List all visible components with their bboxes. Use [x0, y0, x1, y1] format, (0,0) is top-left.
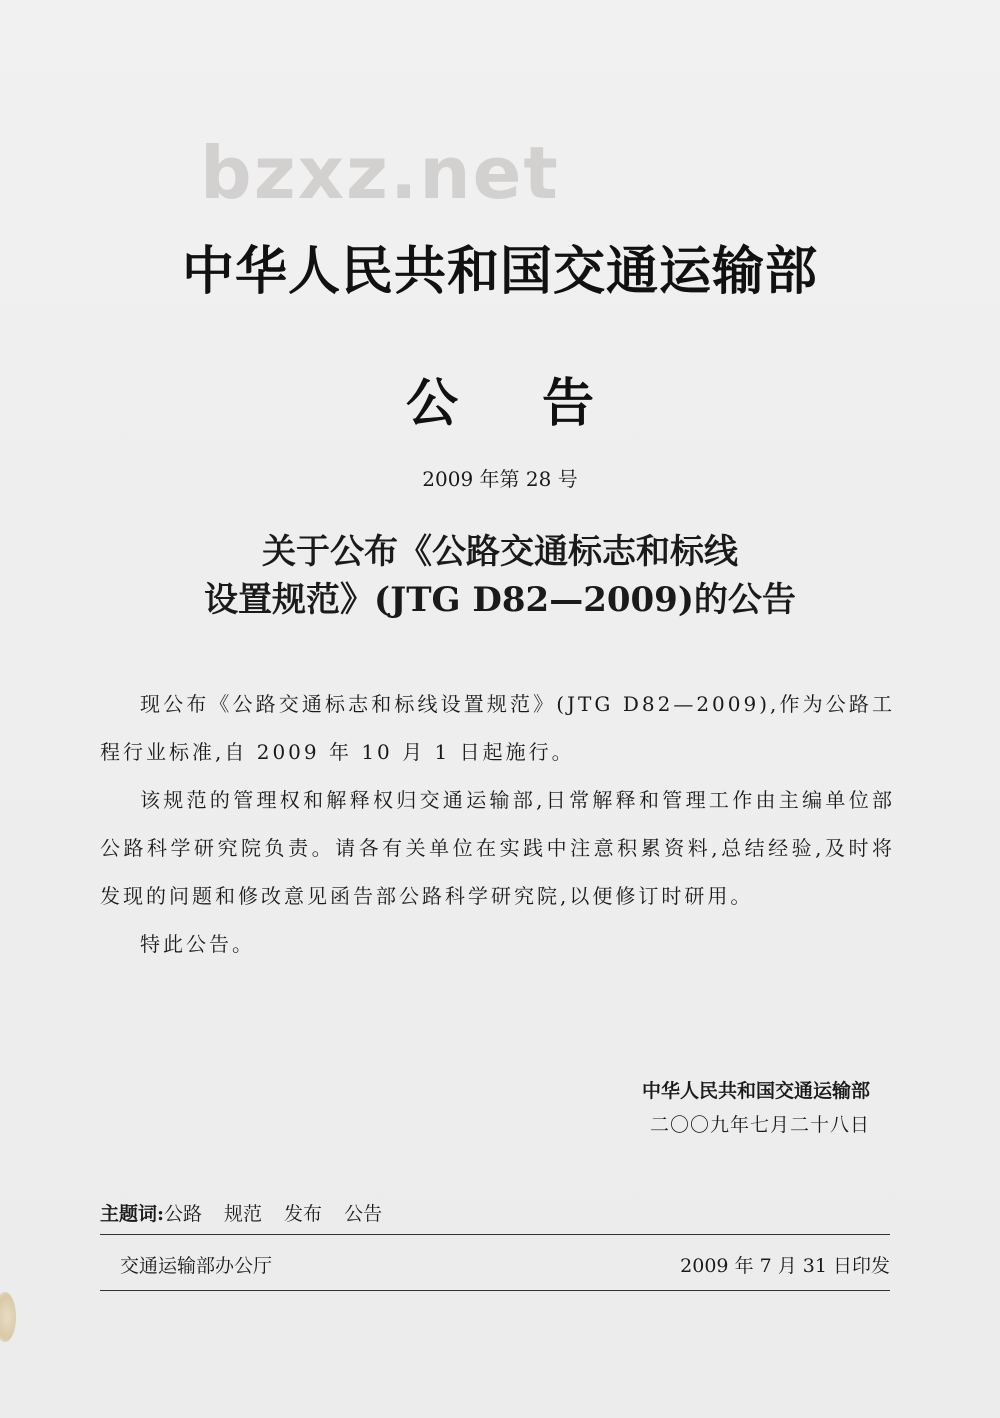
notice-title-char-2: 告 — [542, 373, 595, 434]
subject-line-2: 设置规范》(JTG D82—2009)的公告 — [204, 580, 796, 620]
footer-print-date: 2009 年 7 月 31 日印发 — [680, 1255, 890, 1277]
body-paragraph: 现公布《公路交通标志和标线设置规范》(JTG D82—2009),作为公路工程行业标准,自 2009 年 10 月 1 日起施行。 — [100, 692, 895, 764]
signature-organization: 中华人民共和国交通运输部 — [641, 1080, 870, 1102]
body-text — [100, 680, 895, 968]
footer-issuer: 交通运输部办公厅 — [120, 1255, 273, 1277]
subject-heading — [0, 528, 1000, 624]
signature-date: 二〇〇九年七月二十八日 — [649, 1114, 870, 1136]
keyword: 发布 — [284, 1203, 323, 1225]
signature-block — [560, 1074, 870, 1142]
keywords-label: 主题词: — [100, 1203, 165, 1225]
watermark: bzxz.net — [200, 131, 560, 215]
body-paragraph: 该规范的管理权和解释权归交通运输部,日常解释和管理工作由主编单位部公路科学研究院负责。请各有关单位在实践中注意积累资料,总结经验,及时将发现的问题和修改意见函告部公路科学研究院,以便修订时研用。 — [100, 788, 895, 908]
notice-title-char-1: 公 — [405, 373, 458, 434]
body-paragraph: 特此公告。 — [140, 932, 255, 956]
keyword: 公路 — [164, 1203, 203, 1225]
keywords-line — [100, 1198, 890, 1230]
keyword: 规范 — [224, 1203, 263, 1225]
page-edge-stain — [0, 1292, 16, 1342]
agency-heading: 中华人民共和国交通运输部 — [181, 241, 818, 302]
keyword: 公告 — [344, 1203, 383, 1225]
subject-line-1: 关于公布《公路交通标志和标线 — [262, 532, 738, 572]
divider-bottom — [100, 1290, 890, 1291]
notice-title — [0, 372, 1000, 436]
document-number: 2009 年第 28 号 — [422, 467, 578, 491]
divider-top — [100, 1234, 890, 1235]
